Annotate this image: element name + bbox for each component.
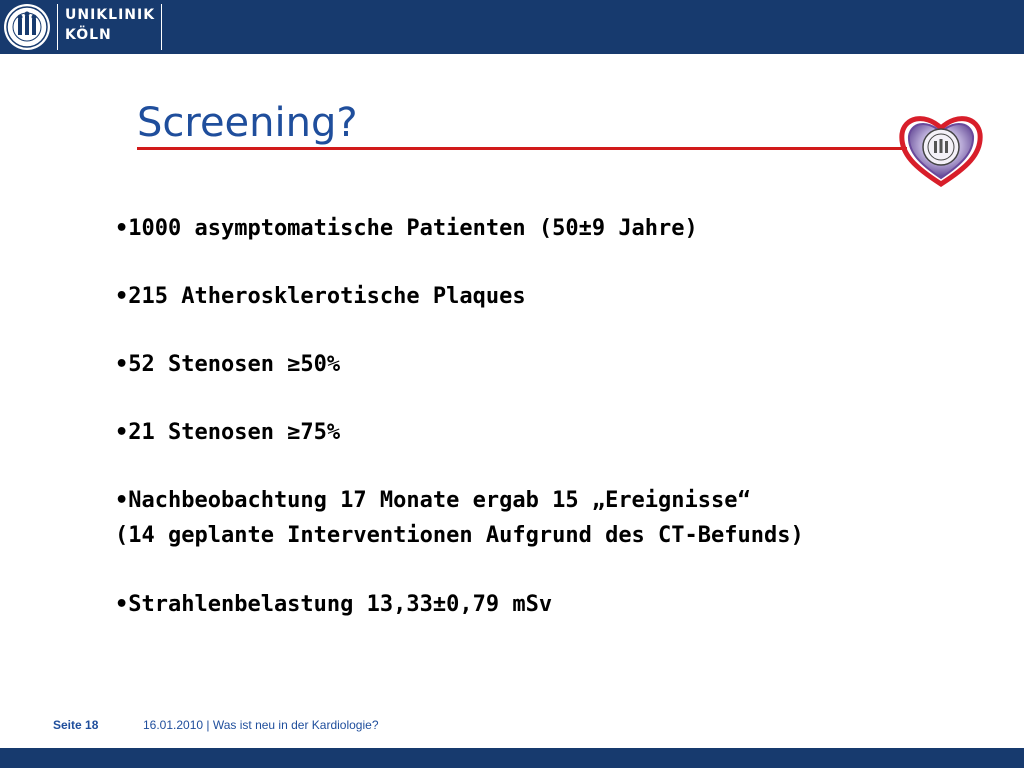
title-underline [137,147,907,150]
bullet-item: •Strahlenbelastung 13,33±0,79 mSv [115,592,553,617]
bullet-item: •21 Stenosen ≥75% [115,420,341,445]
bullet-item: •52 Stenosen ≥50% [115,352,341,377]
footer-info: 16.01.2010 | Was ist neu in der Kardiologie? [143,718,379,732]
brand-line-1: UNIKLINIK [65,7,156,23]
heart-seal-icon [896,110,986,188]
bullet-item: •Nachbeobachtung 17 Monate ergab 15 „Ereignisse“ [115,488,751,513]
brand-line-2: KÖLN [65,27,112,43]
footer-bar [0,748,1024,768]
university-seal-icon [2,2,52,52]
bullet-item: •215 Atherosklerotische Plaques [115,284,526,309]
header-bar [0,0,1024,54]
brand-name [65,5,155,45]
bullet-item-continuation: (14 geplante Interventionen Aufgrund des CT-Befunds) [115,523,804,548]
header-divider [161,4,162,50]
header-divider [57,4,58,50]
page-number: Seite 18 [53,718,99,732]
slide-title: Screening? [137,100,358,146]
bullet-item: •1000 asymptomatische Patienten (50±9 Jahre) [115,216,698,241]
